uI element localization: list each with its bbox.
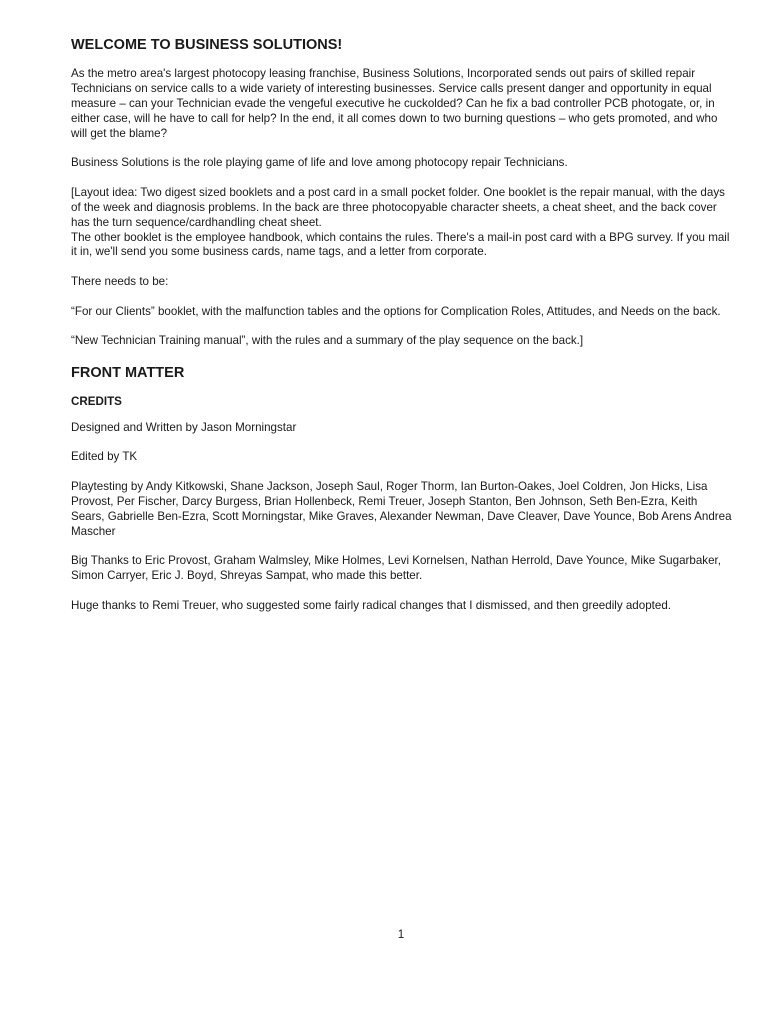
layout-note-paragraph: The other booklet is the employee handbook, which contains the rules. There's a mail-in post card with a BPG survey. If you mail it in, we'll send you some business cards, name tags, and a letter from corporate. bbox=[71, 230, 730, 259]
layout-note-paragraph: [Layout idea: Two digest sized booklets and a post card in a small pocket folder. One booklet is the repair manual, with the days of the week and diagnosis problems. In the back are three photocopyable character sheets, a cheat sheet, and the back cover has the turn sequence/cardhandling cheat sheet. bbox=[71, 185, 725, 229]
credit-line: Playtesting by Andy Kitkowski, Shane Jackson, Joseph Saul, Roger Thorm, Ian Burton-Oakes, Joel Coldren, Jon Hicks, Lisa Provost, Per Fischer, Darcy Burgess, Brian Hollenbeck, Remi Treuer, Joseph Stanton, Ben Johnson, Seth Ben-Ezra, Keith Sears, Gabrielle Ben-Ezra, Scott Morningstar, Mike Graves, Alexander Newman, Dave Cleaver, Dave Younce, Bob Arens Andrea Mascher bbox=[71, 480, 732, 538]
credit-line: Huge thanks to Remi Treuer, who suggested some fairly radical changes that I dismissed, and then greedily adopted. bbox=[71, 598, 671, 612]
page-title: WELCOME TO BUSINESS SOLUTIONS! bbox=[71, 37, 343, 53]
credit-line: Big Thanks to Eric Provost, Graham Walmsley, Mike Holmes, Levi Kornelsen, Nathan Herrold, Dave Younce, Mike Sugarbaker, Simon Carryer, Eric J. Boyd, Shreyas Sampat, who made this better. bbox=[71, 554, 721, 583]
needs-item: “New Technician Training manual”, with the rules and a summary of the play sequence on the back.] bbox=[71, 334, 584, 348]
needs-item: “For our Clients” booklet, with the malfunction tables and the options for Complication Roles, Attitudes, and Needs on the back. bbox=[71, 304, 721, 318]
intro-paragraph: As the metro area's largest photocopy leasing franchise, Business Solutions, Incorporated sends out pairs of skilled repair Technicians on service calls to a wide variety of interesting businesses. Service calls present danger and opportunity in equal measure – can your Technician evade the vengeful executive he cuckolded? Can he fix a bad controller PCB photogate, or, in either case, will he have to call for help? In the end, it all comes down to two burning questions – who gets promoted, and who will get the blame? bbox=[71, 67, 718, 140]
needs-intro: There needs to be: bbox=[71, 275, 169, 289]
credit-line: Edited by TK bbox=[71, 450, 138, 464]
section-heading-front-matter: FRONT MATTER bbox=[71, 364, 185, 381]
page-number: 1 bbox=[397, 928, 405, 941]
credit-line: Designed and Written by Jason Morningstar bbox=[71, 420, 297, 434]
document-page bbox=[71, 36, 733, 628]
intro-paragraph: Business Solutions is the role playing game of life and love among photocopy repair Technicians. bbox=[71, 156, 568, 170]
subsection-heading-credits: CREDITS bbox=[71, 394, 122, 408]
